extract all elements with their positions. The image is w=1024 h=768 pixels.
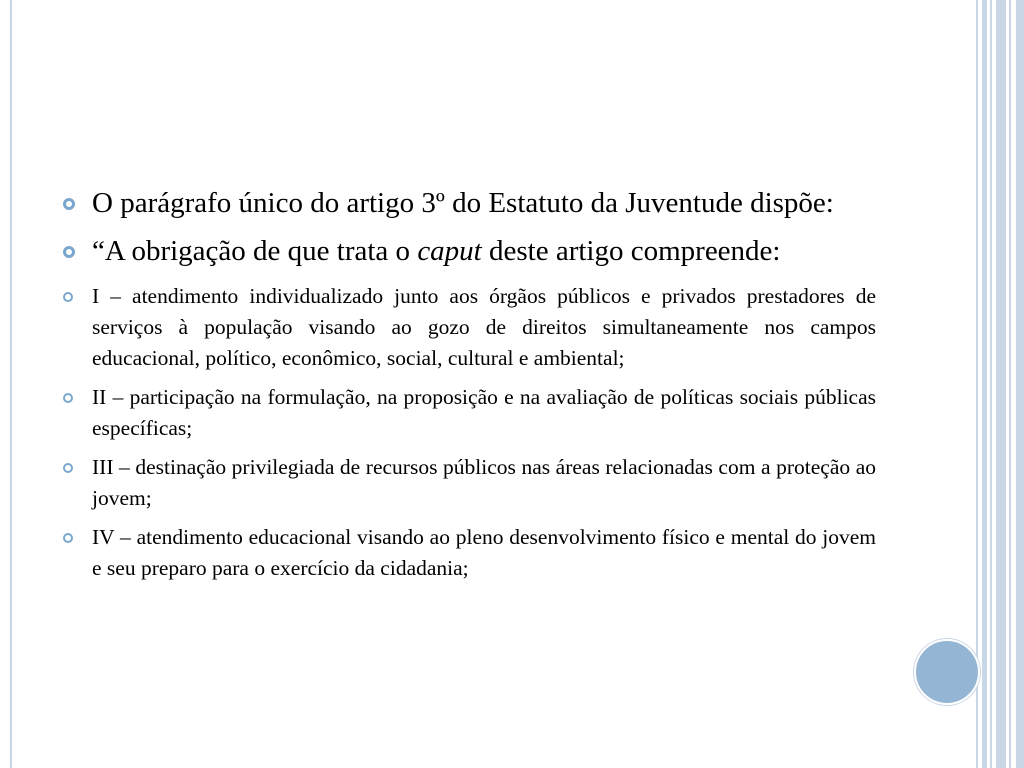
decorative-stripe <box>1009 0 1011 768</box>
decorative-stripe <box>976 0 978 768</box>
bullet-text-end: deste artigo compreende: <box>481 235 781 267</box>
bullet-item <box>62 382 876 444</box>
ring-bullet-icon <box>63 393 73 403</box>
bullet-text: I – atendimento individualizado junto aos órgãos públicos e privados prestadores de serviços à população visando ao gozo de direitos simultaneamente nos campos educacional, político, econômico, social, cultural e ambiental; <box>92 284 876 370</box>
bullet-text: IV – atendimento educacional visando ao pleno desenvolvimento físico e mental do jovem e seu preparo para o exercício da cidadania; <box>92 525 876 580</box>
bullet-text-start: “A obrigação de que trata o <box>92 235 418 267</box>
decorative-stripe <box>996 0 1006 768</box>
bullet-text: O parágrafo único do artigo 3º do Estatuto da Juventude dispõe: <box>92 187 834 219</box>
decorative-stripe <box>982 0 987 768</box>
ring-bullet-icon <box>63 533 73 543</box>
ring-bullet-icon <box>63 292 73 302</box>
decorative-stripe <box>990 0 992 768</box>
bullet-item <box>62 281 876 374</box>
decorative-circle <box>914 639 980 705</box>
ring-bullet-icon <box>63 198 75 210</box>
decorative-stripe <box>1016 0 1024 768</box>
bullet-text: II – participação na formulação, na proposição e na avaliação de políticas sociais públicas específicas; <box>92 385 876 440</box>
slide-content <box>62 184 876 592</box>
bullet-item <box>62 184 876 222</box>
ring-bullet-icon <box>63 246 75 258</box>
bullet-item <box>62 452 876 514</box>
bullet-item <box>62 522 876 584</box>
bullet-text: III – destinação privilegiada de recursos públicos nas áreas relacionadas com a proteção ao jovem; <box>92 455 876 510</box>
left-border-line <box>10 0 12 768</box>
bullet-text-italic: caput <box>417 235 482 267</box>
bullet-item <box>62 232 876 270</box>
ring-bullet-icon <box>63 463 73 473</box>
